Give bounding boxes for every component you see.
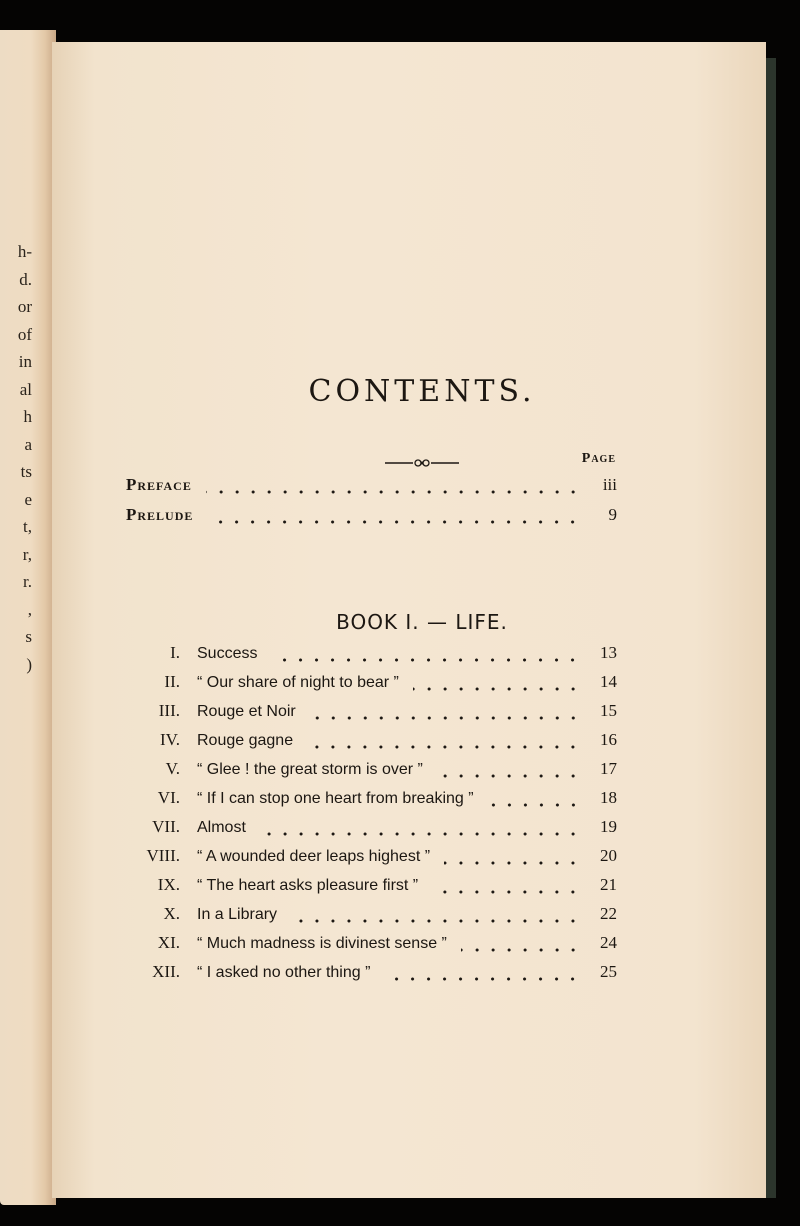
toc-page-number: 16	[600, 730, 617, 749]
chapter-numeral: IX.	[157, 875, 180, 894]
toc-page-number: 20	[600, 846, 617, 865]
left-page-edge	[0, 30, 56, 1205]
chapter-numeral: I.	[170, 643, 180, 662]
toc-page-number: 25	[600, 962, 617, 981]
chapter-numeral: XI.	[157, 933, 180, 952]
leader-dots	[444, 845, 581, 867]
toc-row[interactable]	[120, 874, 617, 896]
chapter-title: Rouge gagne	[197, 732, 294, 749]
toc-entry-title: Preface	[126, 475, 192, 494]
leader-dots	[291, 903, 581, 925]
toc-page-number: 14	[600, 672, 617, 691]
leader-dots	[271, 642, 581, 664]
toc-page-number: 15	[600, 701, 617, 720]
chapter-title: “ Much madness is divinest sense ”	[197, 935, 447, 952]
leader-dots	[461, 932, 581, 954]
left-page-text-fragment: e	[24, 489, 32, 509]
toc-row-front-matter[interactable]	[126, 504, 617, 526]
left-page-text-fragment: h	[23, 407, 32, 426]
toc-row[interactable]	[120, 932, 617, 954]
toc-page-number: 13	[600, 643, 617, 662]
chapter-numeral: VI.	[157, 788, 180, 807]
leader-dots	[413, 671, 581, 693]
toc-page-number: 22	[600, 904, 617, 923]
leader-dots	[307, 729, 581, 751]
toc-row[interactable]	[120, 845, 617, 867]
chapter-title: “ Glee ! the great storm is over ”	[197, 761, 423, 778]
leader-dots	[310, 700, 581, 722]
chapter-title: Almost	[197, 819, 246, 836]
chapter-numeral: VII.	[152, 817, 180, 836]
leader-dots	[488, 787, 581, 809]
left-page-text-fragment: in	[18, 352, 32, 371]
chapter-title: “ The heart asks pleasure first ”	[197, 877, 419, 894]
left-page-text-fragment: d.	[19, 269, 32, 289]
chapter-numeral: XII.	[152, 962, 180, 981]
toc-page-number: 21	[600, 875, 617, 894]
toc-row[interactable]	[120, 671, 617, 693]
toc-row[interactable]	[120, 729, 617, 751]
chapter-title: “ Our share of night to bear ”	[197, 674, 399, 691]
toc-row[interactable]	[120, 642, 617, 664]
leader-dots	[207, 504, 581, 526]
toc-row[interactable]	[120, 903, 617, 925]
leader-dots	[384, 961, 581, 983]
left-page-text-fragment: of	[17, 324, 32, 344]
leader-dots	[432, 874, 581, 896]
ornament-divider	[385, 456, 459, 470]
chapter-numeral: X.	[163, 904, 180, 923]
left-page-text-fragment: al	[19, 379, 32, 399]
leader-dots	[206, 474, 581, 496]
left-page-text-fragment: )	[26, 654, 32, 674]
chapter-numeral: IV.	[160, 730, 180, 749]
chapter-title: “ I asked no other thing ”	[197, 964, 371, 981]
leader-dots	[260, 816, 581, 838]
toc-page-number: iii	[602, 475, 617, 494]
chapter-title: “ If I can stop one heart from breaking ”	[197, 790, 474, 807]
toc-row[interactable]	[120, 787, 617, 809]
left-page-text-fragment: a	[24, 434, 32, 454]
toc-row[interactable]	[120, 961, 617, 983]
leader-dots	[437, 758, 581, 780]
chapter-title: In a Library	[197, 906, 278, 923]
chapter-numeral: III.	[158, 701, 180, 720]
page-column-header: Page	[581, 451, 616, 466]
toc-page-number: 19	[600, 817, 617, 836]
chapter-title: Rouge et Noir	[197, 703, 296, 720]
left-page-text-fragment: h-	[17, 242, 32, 261]
chapter-numeral: V.	[165, 759, 180, 778]
left-page-text-fragment: r,	[22, 544, 32, 564]
left-page-text-fragment: ,	[27, 599, 32, 619]
left-page-text-fragment: ts	[20, 462, 32, 481]
toc-page-number: 18	[600, 788, 617, 807]
chapter-title: Success	[197, 645, 258, 662]
toc-row[interactable]	[120, 816, 617, 838]
toc-entry-title: Prelude	[126, 505, 194, 524]
left-page-text-fragment: or	[17, 297, 32, 316]
left-page-text-fragment: t,	[23, 517, 32, 536]
chapter-title: “ A wounded deer leaps highest ”	[197, 848, 431, 865]
toc-page-number: 24	[600, 933, 617, 952]
left-page-text-fragment: s	[25, 627, 32, 646]
chapter-numeral: II.	[164, 672, 180, 691]
toc-row[interactable]	[120, 700, 617, 722]
toc-row[interactable]	[120, 758, 617, 780]
chapter-numeral: VIII.	[146, 846, 180, 865]
left-page-text-fragment: r.	[23, 572, 32, 591]
book-heading: BOOK I. — LIFE.	[336, 610, 508, 634]
toc-row-front-matter[interactable]	[126, 474, 617, 496]
toc-page-number: 9	[608, 505, 617, 524]
contents-page	[52, 42, 766, 1198]
page-title: CONTENTS.	[308, 374, 536, 409]
toc-page-number: 17	[600, 759, 617, 778]
